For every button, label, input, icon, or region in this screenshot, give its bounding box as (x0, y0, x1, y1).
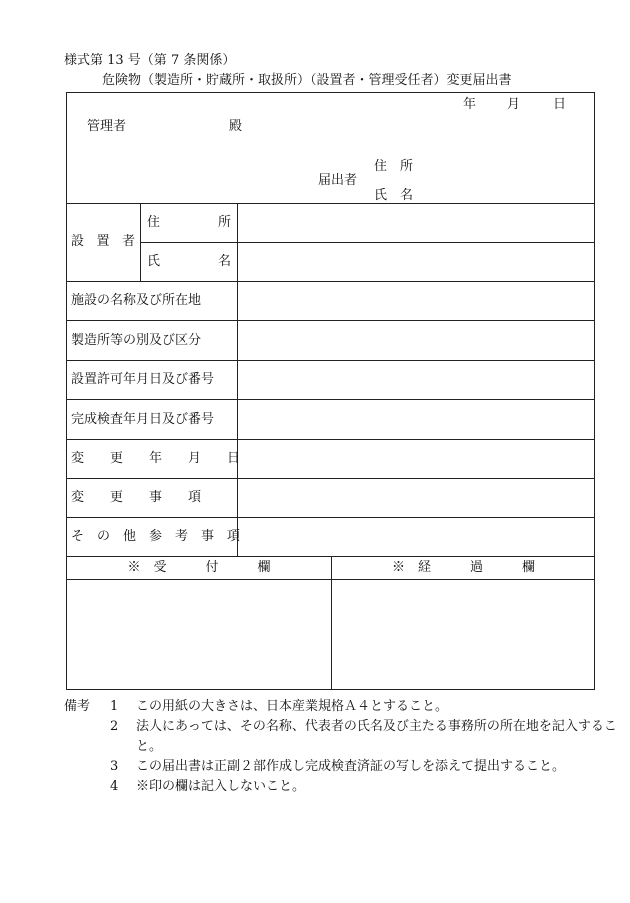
form-number: 様式第 13 号（第 7 条関係） (64, 53, 236, 68)
date-year-label: 年 (463, 97, 477, 112)
field-value-change-date[interactable] (238, 440, 595, 478)
field-value-inspection[interactable] (238, 400, 595, 439)
remark-text: ※印の欄は記入しないこと。 (136, 779, 306, 794)
field-value-change-items[interactable] (238, 479, 595, 517)
remark-item (64, 757, 626, 777)
field-label-classification: 製造所等の別及び区分 (71, 333, 202, 348)
submitter-name-label: 氏 名 (374, 188, 414, 203)
date-day-label: 日 (553, 97, 567, 112)
field-label-change-date: 変 更 年 月 日 (71, 451, 241, 466)
reception-column-header: ※ 受 付 欄 (127, 560, 271, 575)
field-label-other-reference: そ の 他 参 考 事 項 (71, 529, 241, 544)
remarks-label: 備考 (64, 699, 91, 714)
notification-form-table (66, 92, 595, 690)
remark-number: 3 (110, 759, 119, 774)
installer-name-value[interactable] (238, 243, 595, 281)
date-month-label: 月 (507, 97, 521, 112)
field-label-permit: 設置許可年月日及び番号 (71, 372, 215, 387)
remark-number: 4 (110, 779, 119, 794)
remark-text: この用紙の大きさは、日本産業規格Ａ４とすること。 (136, 699, 449, 714)
remark-text: この届出書は正副２部作成し完成検査済証の写しを添えて提出すること。 (136, 759, 566, 774)
reception-area (68, 580, 330, 689)
honorific-label: 殿 (229, 119, 243, 134)
field-value-permit[interactable] (238, 361, 595, 399)
addressee-label: 管理者 (87, 119, 127, 134)
form-title: 危険物（製造所・貯蔵所・取扱所）（設置者・管理受任者）変更届出書 (102, 73, 512, 88)
remark-number: 2 (110, 719, 119, 734)
progress-area (332, 580, 594, 689)
submitter-address-label: 住 所 (374, 159, 414, 174)
installer-address-value[interactable] (238, 204, 595, 242)
remark-item (64, 697, 626, 717)
field-value-classification[interactable] (238, 321, 595, 360)
progress-column-header: ※ 経 過 欄 (391, 560, 535, 575)
remark-item (64, 717, 626, 757)
installer-name-label: 氏 名 (147, 254, 231, 269)
field-label-facility: 施設の名称及び所在地 (71, 293, 202, 308)
remark-item (64, 777, 626, 797)
installer-address-label: 住 所 (147, 215, 231, 230)
remark-text: 法人にあっては、その名称、代表者の氏名及び主たる事務所の所在地を記入すること。 (136, 719, 617, 754)
remark-number: 1 (110, 699, 119, 714)
field-value-other-reference[interactable] (238, 518, 595, 556)
field-label-inspection: 完成検査年月日及び番号 (71, 412, 215, 427)
field-value-facility[interactable] (238, 282, 595, 320)
installer-label: 設 置 者 (71, 234, 135, 249)
field-label-change-items: 変 更 事 項 (71, 490, 202, 505)
submitter-label: 届出者 (318, 173, 358, 188)
remarks (64, 697, 626, 797)
